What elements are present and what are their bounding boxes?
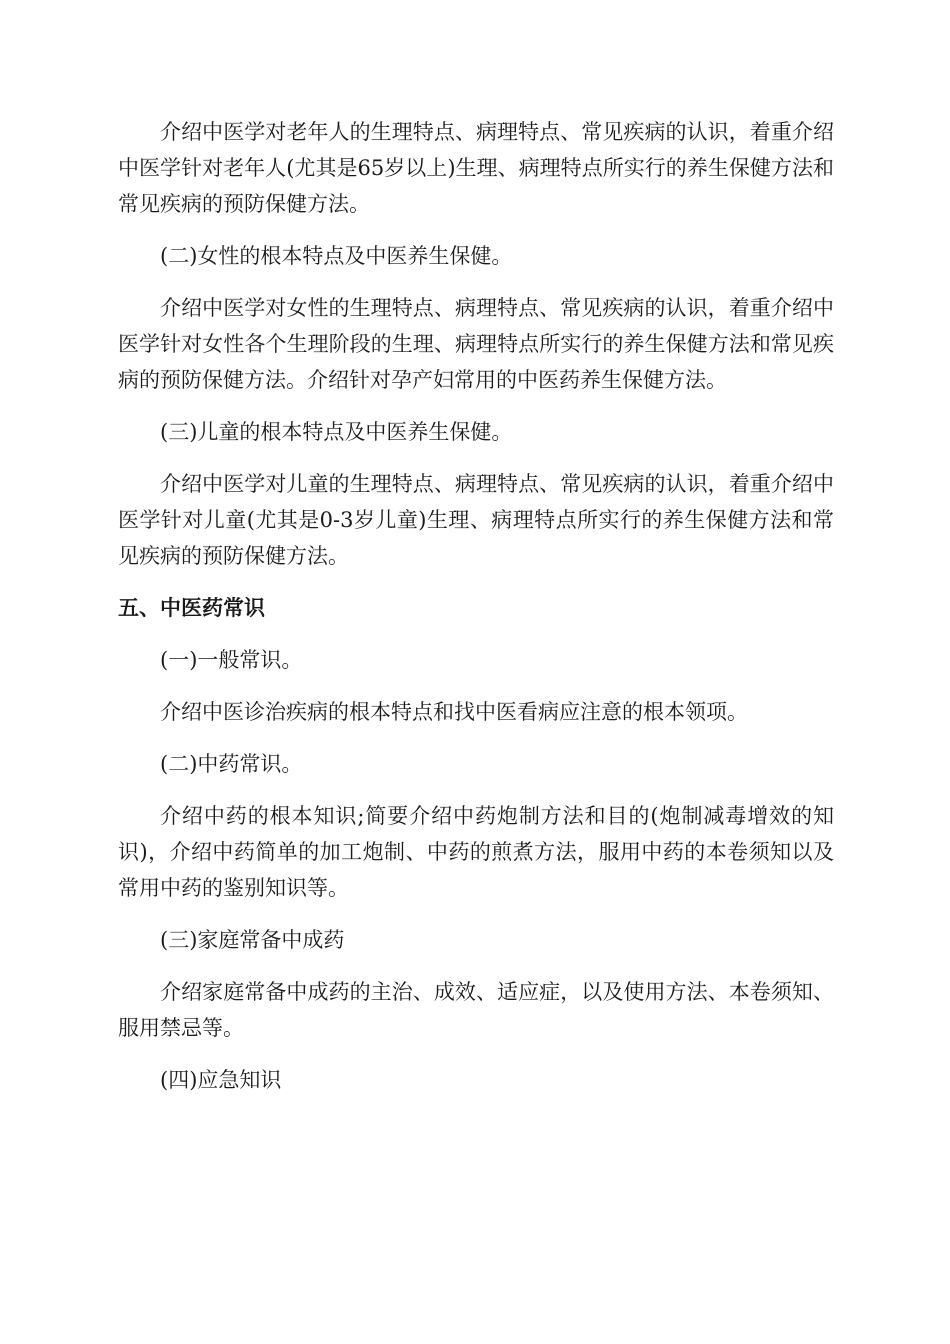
paragraph-household-medicine: 介绍家庭常备中成药的主治、成效、适应症，以及使用方法、本卷须知、服用禁忌等。 [118,980,834,1040]
paragraph-general-knowledge: 介绍中医诊治疾病的根本特点和找中医看病应注意的根本领项。 [160,700,748,724]
subheading-household-medicine: (三)家庭常备中成药 [160,928,345,952]
document-page [118,114,834,1098]
paragraph-elderly-intro: 介绍中医学对老年人的生理特点、病理特点、常见疾病的认识，着重介绍中医学针对老年人(尤其是65岁以上)生理、病理特点所实行的养生保健方法和常见疾病的预防保健方法。 [118,120,834,216]
paragraph-women-intro: 介绍中医学对女性的生理特点、病理特点、常见疾病的认识，着重介绍中医学针对女性各个生理阶段的生理、病理特点所实行的养生保健方法和常见疾病的预防保健方法。介绍针对孕产妇常用的中医药养生保健方法。 [118,296,834,392]
subheading-women: (二)女性的根本特点及中医养生保健。 [160,244,513,268]
subheading-children: (三)儿童的根本特点及中医养生保健。 [160,420,513,444]
subheading-herb-knowledge: (二)中药常识。 [160,752,303,776]
subheading-general-knowledge: (一)一般常识。 [160,648,303,672]
section-heading-tcm-knowledge: 五、中医药常识 [118,596,265,620]
paragraph-herb-knowledge: 介绍中药的根本知识;简要介绍中药炮制方法和目的(炮制减毒增效的知识)，介绍中药简单的加工炮制、中药的煎煮方法，服用中药的本卷须知以及常用中药的鉴别知识等。 [118,804,834,900]
paragraph-children-intro: 介绍中医学对儿童的生理特点、病理特点、常见疾病的认识，着重介绍中医学针对儿童(尤其是0-3岁儿童)生理、病理特点所实行的养生保健方法和常见疾病的预防保健方法。 [118,472,834,568]
subheading-emergency-knowledge: (四)应急知识 [160,1068,282,1092]
